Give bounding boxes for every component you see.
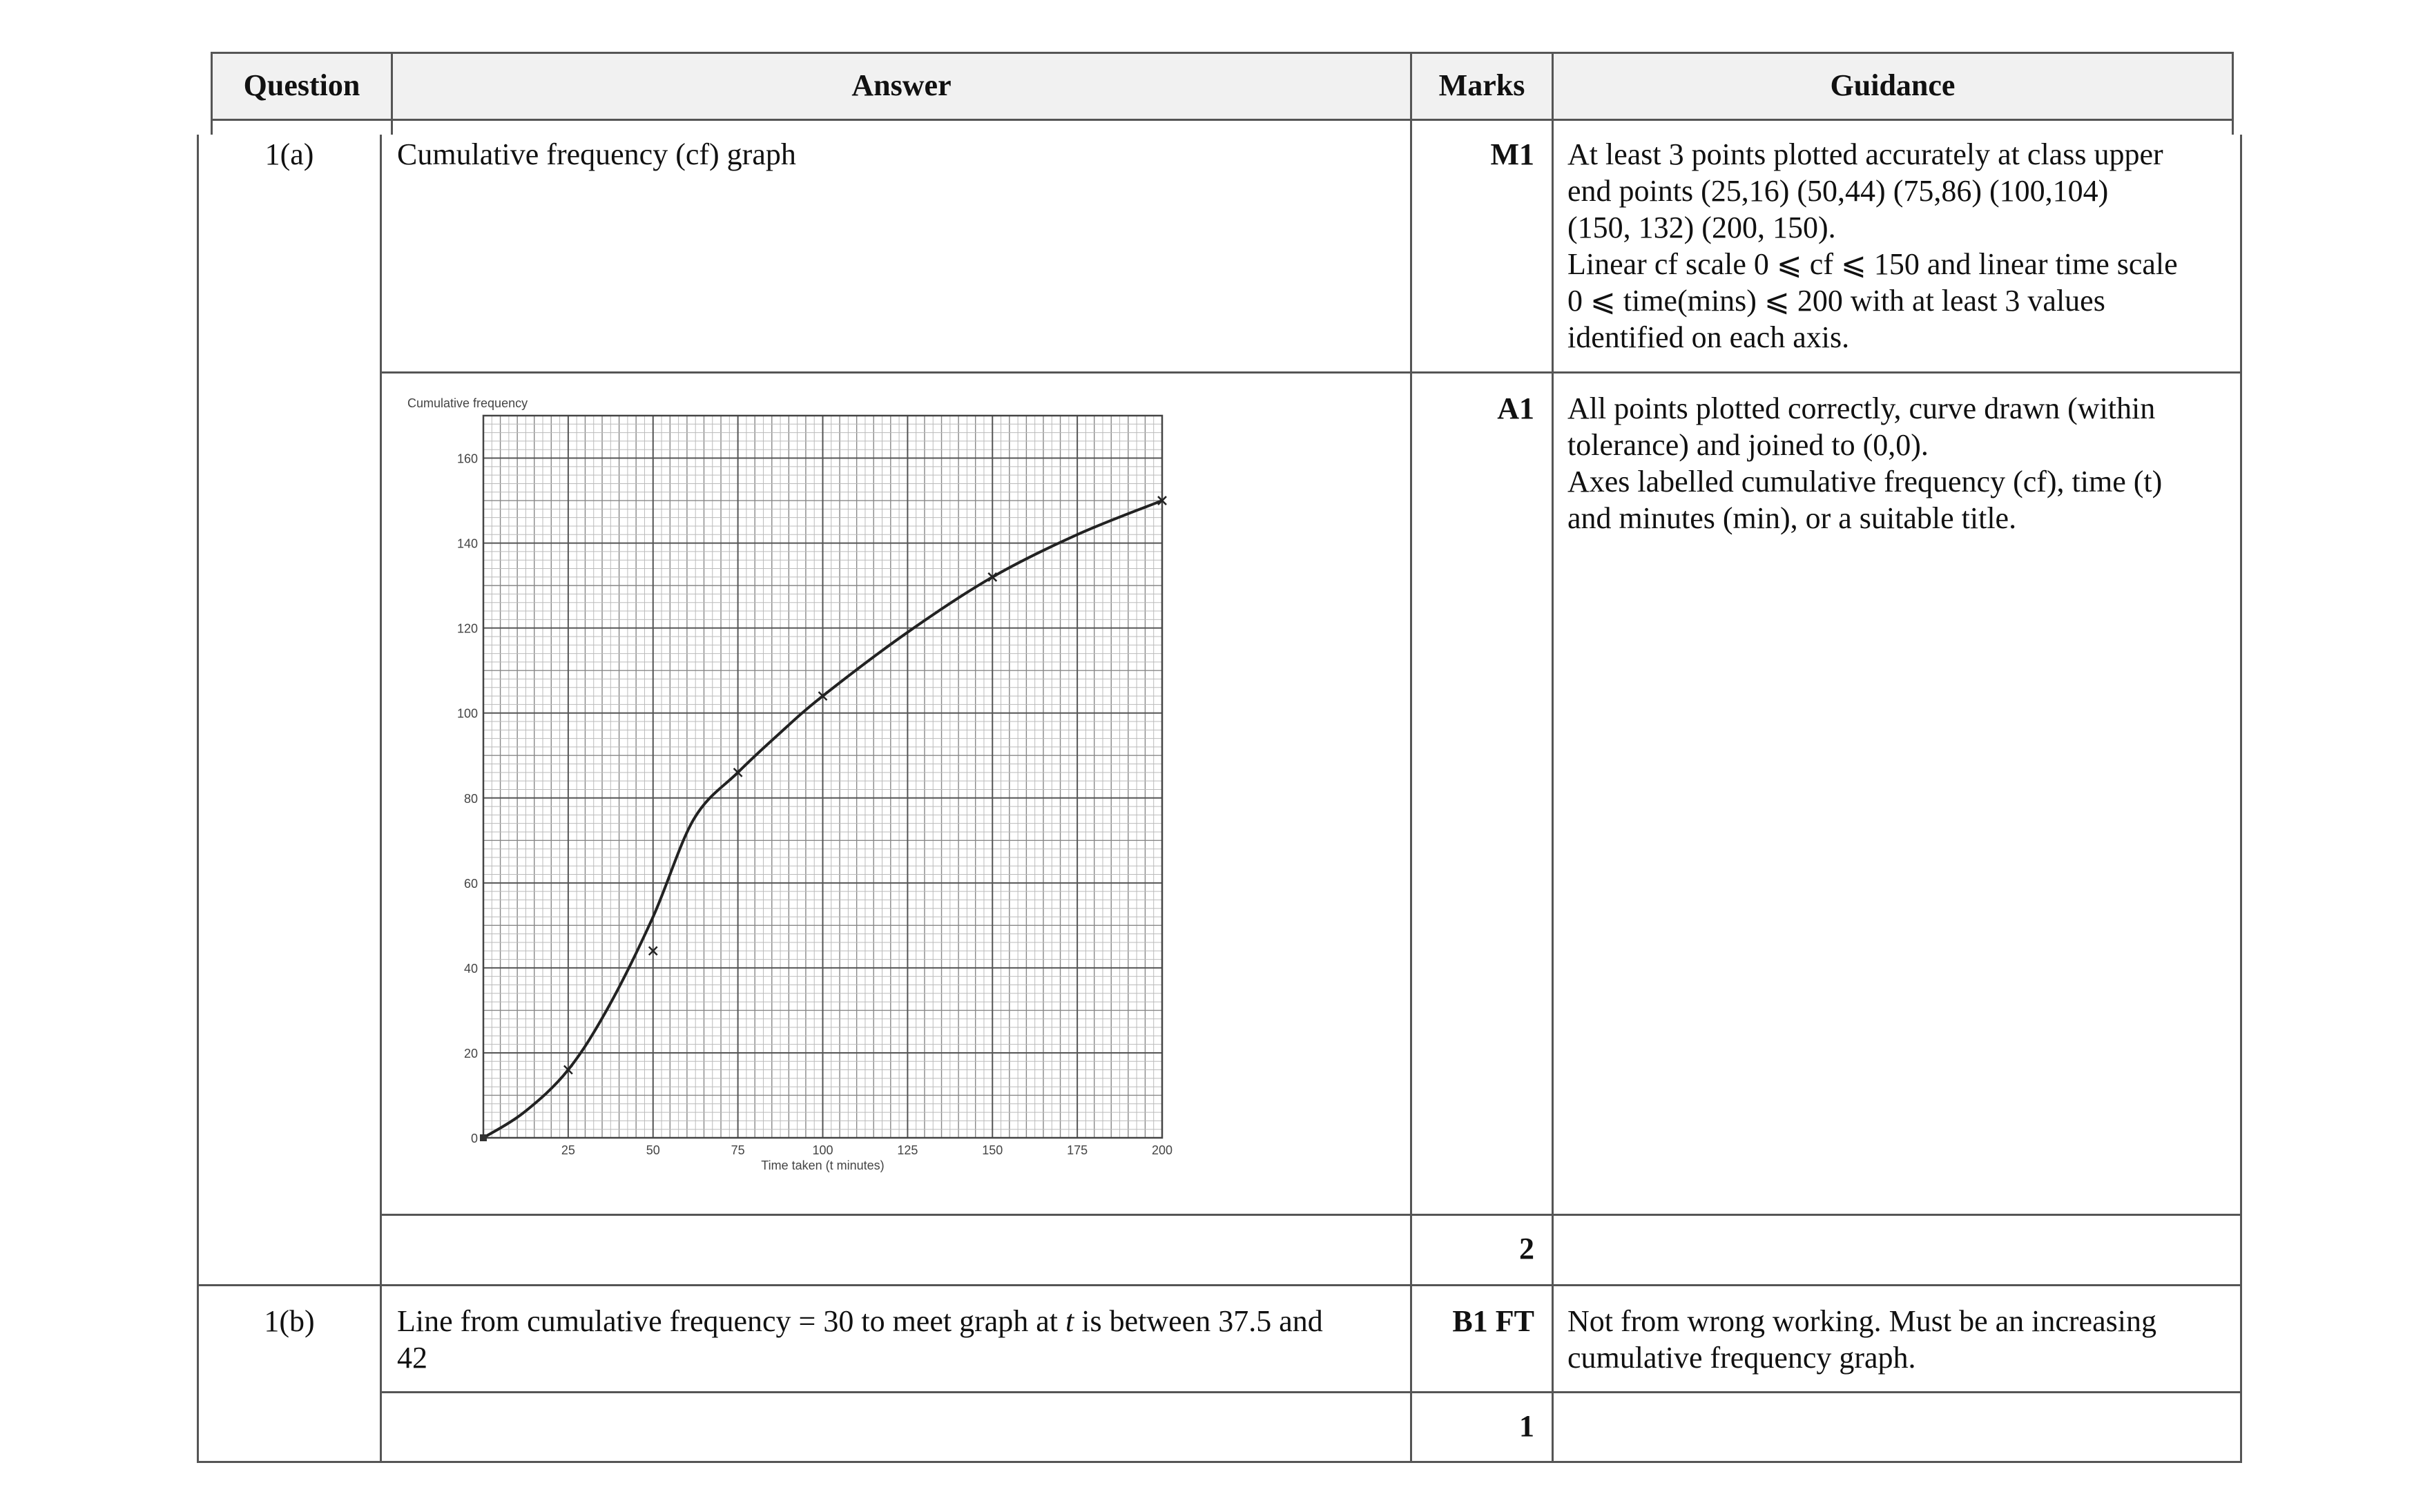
y-tick-label: 140 — [456, 536, 478, 551]
body-divider-marks — [1552, 135, 1554, 1462]
body-divider-question — [380, 135, 382, 1462]
y-tick-label: 20 — [463, 1046, 478, 1060]
y-tick-label: 80 — [463, 791, 478, 806]
guidance-m1-line-2: end points (25,16) (50,44) (75,86) (100,104) — [1567, 174, 2109, 208]
answer-1a-text: Cumulative frequency (cf) graph — [397, 137, 796, 171]
x-tick-label: 50 — [646, 1143, 660, 1157]
y-tick-label: 120 — [456, 621, 478, 636]
y-tick-label: 60 — [463, 876, 478, 891]
header-marks: Marks — [1438, 68, 1525, 102]
guidance-b1ft-line-1: Not from wrong working. Must be an increasing — [1567, 1304, 2156, 1338]
body-divider-answer — [1410, 135, 1412, 1462]
header-right-border — [2232, 52, 2234, 135]
y-tick-label: 0 — [470, 1132, 478, 1145]
mark-a1: A1 — [1497, 391, 1534, 425]
mark-b1ft: B1 FT — [1452, 1304, 1534, 1338]
header-bottom-border — [211, 119, 2234, 121]
header-top-border — [211, 52, 2234, 54]
guidance-a1-line-2: tolerance) and joined to (0,0). — [1567, 428, 1929, 462]
answer-1b-pre: Line from cumulative frequency = 30 to meet graph at — [397, 1304, 1066, 1338]
y-tick-label: 100 — [456, 706, 478, 721]
x-tick-label: 125 — [897, 1143, 918, 1157]
table-bottom-border — [197, 1461, 2242, 1463]
cumulative-frequency-chart — [394, 387, 1195, 1181]
x-tick-label: 175 — [1067, 1143, 1088, 1157]
guidance-m1-line-3: (150, 132) (200, 150). — [1567, 211, 1836, 244]
question-label-1b: 1(b) — [264, 1304, 315, 1338]
y-tick-label: 40 — [463, 961, 478, 976]
guidance-m1-line-4: Linear cf scale 0 ⩽ cf ⩽ 150 and linear time scale — [1567, 247, 2178, 281]
x-tick-label: 25 — [561, 1143, 575, 1157]
y-tick-label: 160 — [456, 452, 478, 466]
chart-axis-labels — [407, 396, 885, 1172]
answer-1b-post: is between 37.5 and — [1074, 1304, 1323, 1338]
total-1a: 2 — [1519, 1232, 1534, 1266]
guidance-m1-line-1: At least 3 points plotted accurately at class upper — [1567, 137, 2163, 171]
mark-m1: M1 — [1490, 137, 1534, 171]
y-axis-label: Cumulative frequency — [407, 396, 528, 410]
guidance-a1-line-1: All points plotted correctly, curve drawn (within — [1567, 391, 2156, 425]
question-label-1a: 1(a) — [264, 137, 314, 171]
answer-1b-variable: t — [1065, 1304, 1074, 1338]
x-tick-label: 150 — [982, 1143, 1003, 1157]
origin-point — [480, 1134, 487, 1141]
row-divider-b1-total — [380, 1391, 2242, 1393]
x-tick-label: 75 — [731, 1143, 745, 1157]
guidance-a1-line-3: Axes labelled cumulative frequency (cf), time (t) — [1567, 465, 2163, 498]
chart-tick-labels — [457, 452, 1172, 1157]
x-tick-label: 100 — [812, 1143, 833, 1157]
header-guidance: Guidance — [1830, 68, 1956, 102]
guidance-b1ft-line-2: cumulative frequency graph. — [1567, 1341, 1916, 1375]
answer-1b-line-2: 42 — [397, 1341, 427, 1375]
body-left-border — [197, 135, 199, 1462]
row-divider-a1-total — [380, 1214, 2242, 1216]
x-tick-label: 200 — [1151, 1143, 1173, 1157]
guidance-a1 — [1567, 390, 2230, 536]
guidance-m1 — [1567, 136, 2230, 356]
guidance-a1-line-4: and minutes (min), or a suitable title. — [1567, 501, 2017, 535]
total-1b: 1 — [1519, 1409, 1534, 1443]
guidance-m1-line-6: identified on each axis. — [1567, 320, 1850, 354]
header-answer: Answer — [851, 68, 952, 102]
answer-1b-line-1 — [397, 1303, 1405, 1339]
row-divider-q1a-q1b — [197, 1284, 2242, 1286]
guidance-b1ft — [1567, 1303, 2230, 1376]
header-question: Question — [243, 68, 360, 102]
x-axis-label: Time taken (t minutes) — [761, 1159, 885, 1172]
body-right-border — [2240, 135, 2242, 1462]
guidance-m1-line-5: 0 ⩽ time(mins) ⩽ 200 with at least 3 values — [1567, 284, 2105, 318]
row-divider-m1-a1 — [380, 371, 2242, 374]
answer-1b-text — [397, 1303, 1405, 1376]
